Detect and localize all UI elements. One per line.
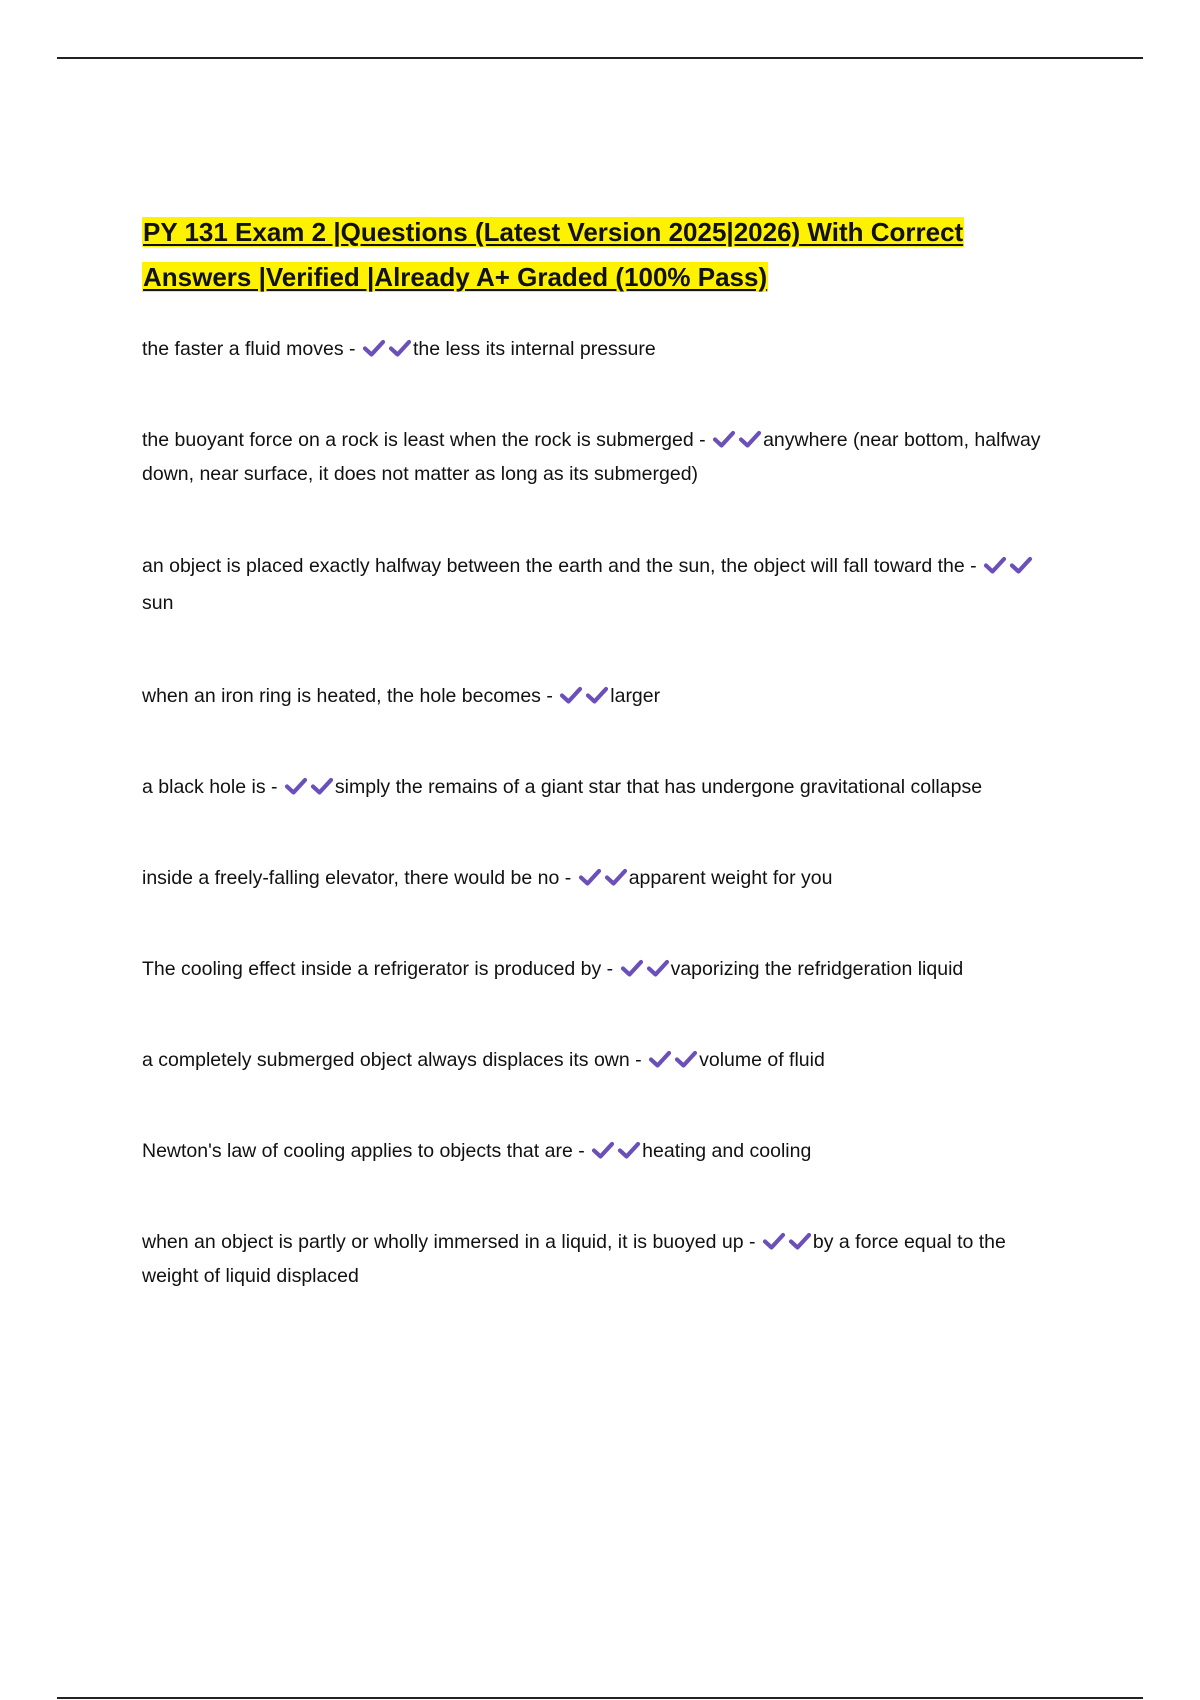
check-icon	[712, 429, 736, 449]
question-text: when an iron ring is heated, the hole becomes	[142, 685, 541, 707]
check-icon	[648, 1049, 672, 1069]
qa-item	[142, 861, 1062, 895]
document-title: PY 131 Exam 2 |Questions (Latest Version 2025|2026) With Correct Answers |Verified |Already A+ Graded (100% Pass)	[143, 217, 964, 292]
check-icon	[604, 867, 628, 887]
check-icon	[578, 867, 602, 887]
answer-separator: -	[970, 555, 977, 577]
check-icon	[674, 1049, 698, 1069]
answer-separator: -	[606, 958, 614, 980]
question-text: the buoyant force on a rock is least when the rock is submerged	[142, 429, 694, 451]
qa-item	[142, 1225, 1062, 1293]
qa-item	[142, 423, 1062, 491]
check-icon	[585, 685, 609, 705]
question-text: a completely submerged object always displaces its own	[142, 1049, 630, 1071]
qa-item	[142, 332, 1062, 366]
answer-separator: -	[578, 1140, 585, 1162]
answer-text: vaporizing the refridgeration liquid	[670, 958, 964, 980]
question-text: The cooling effect inside a refrigerator is produced by	[142, 958, 602, 980]
check-icon	[591, 1140, 615, 1160]
check-icon	[388, 338, 412, 358]
answer-separator: -	[635, 1049, 642, 1071]
qa-list	[142, 332, 1062, 1293]
check-icon	[646, 958, 670, 978]
question-text: a black hole is	[142, 776, 266, 798]
question-text: when an object is partly or wholly immersed in a liquid, it is buoyed up	[142, 1231, 744, 1253]
answer-text: sun	[142, 592, 174, 614]
check-icon	[284, 776, 308, 796]
check-icon	[310, 776, 334, 796]
answer-separator: -	[699, 429, 706, 451]
top-rule	[57, 57, 1143, 59]
check-icon	[1009, 555, 1033, 575]
answer-text: volume of fluid	[699, 1049, 825, 1071]
check-icon	[559, 685, 583, 705]
answer-text: simply the remains of a giant star that has undergone gravitational collapse	[334, 776, 983, 798]
check-icon	[788, 1231, 812, 1251]
document-body	[142, 210, 1062, 1293]
answer-separator: -	[349, 338, 356, 360]
answer-separator: -	[546, 685, 553, 707]
answer-text: anywhere (near bottom, halfway down, near surface, it does not matter as long as its submerged)	[142, 429, 1041, 485]
check-icon	[762, 1231, 786, 1251]
answer-text: apparent weight for you	[628, 867, 833, 889]
answer-separator: -	[748, 1231, 756, 1253]
question-text: Newton's law of cooling applies to objects that are	[142, 1140, 573, 1162]
answer-text: by a force equal to the weight of liquid displaced	[142, 1231, 1006, 1287]
qa-item	[142, 1134, 1062, 1168]
qa-item	[142, 548, 1062, 622]
check-icon	[362, 338, 386, 358]
answer-text: heating and cooling	[642, 1140, 812, 1162]
question-text: the faster a fluid moves	[142, 338, 344, 360]
qa-item	[142, 952, 1062, 986]
check-icon	[983, 555, 1007, 575]
qa-item	[142, 770, 1062, 804]
question-text: an object is placed exactly halfway between the earth and the sun, the object will fall toward the	[142, 555, 965, 577]
answer-text: the less its internal pressure	[412, 338, 656, 360]
check-icon	[620, 958, 644, 978]
bottom-rule	[57, 1697, 1143, 1699]
qa-item	[142, 679, 1062, 713]
answer-text: larger	[610, 685, 661, 707]
check-icon	[738, 429, 762, 449]
question-text: inside a freely-falling elevator, there would be no	[142, 867, 560, 889]
answer-separator: -	[271, 776, 278, 798]
answer-separator: -	[564, 867, 572, 889]
qa-item	[142, 1043, 1062, 1077]
check-icon	[617, 1140, 641, 1160]
